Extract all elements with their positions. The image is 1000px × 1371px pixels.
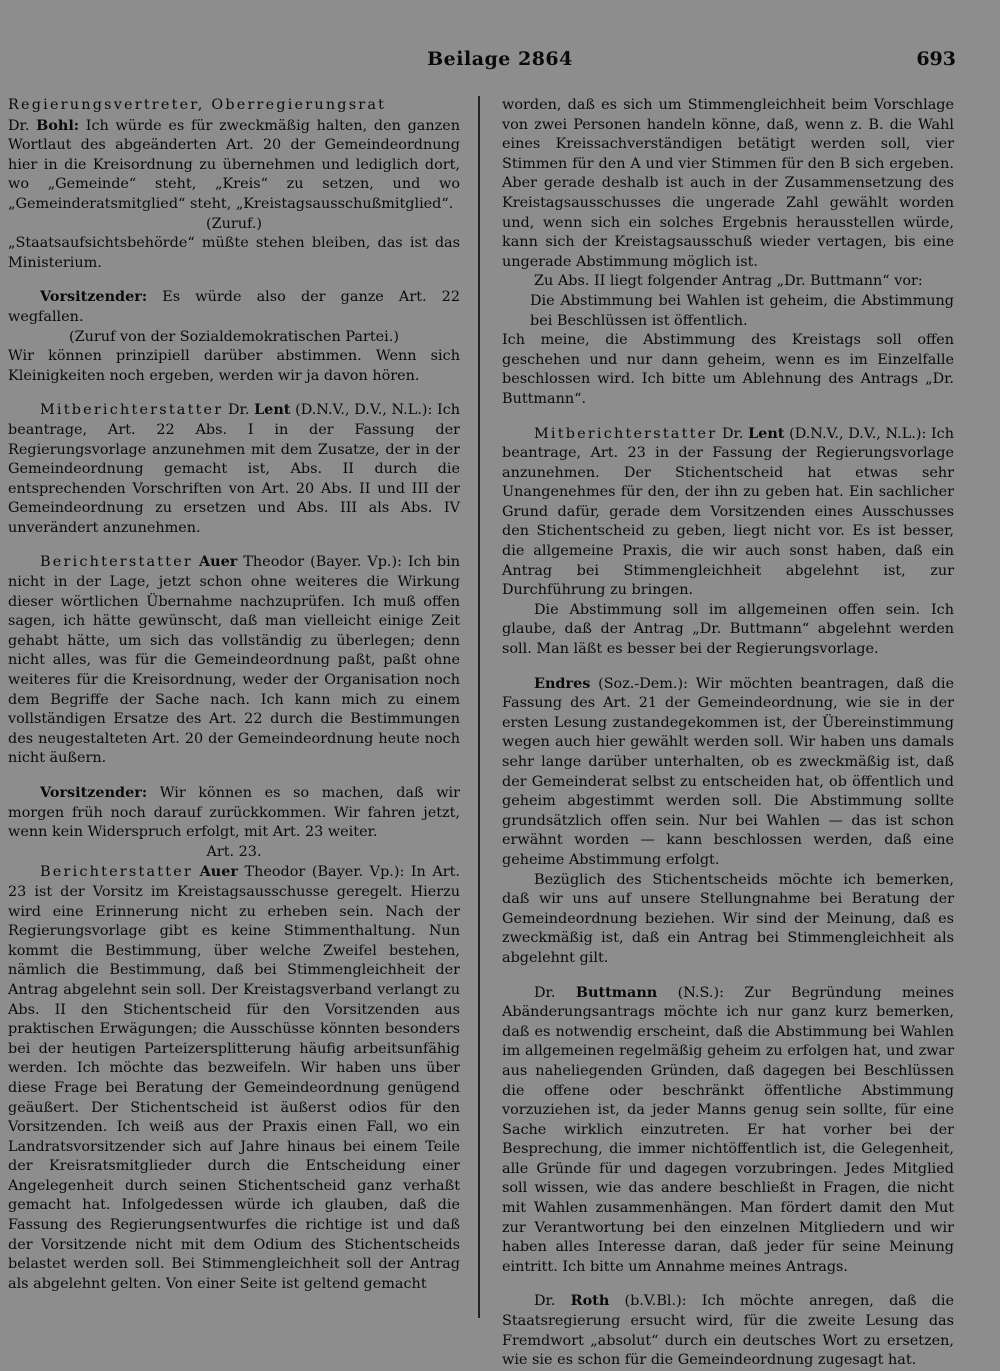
speech-continuation: „Staatsaufsichtsbehörde“ müßte stehen bleiben, das ist das Ministerium. — [8, 235, 460, 271]
speaker-role: Berichterstatter — [40, 864, 193, 881]
motion-text: Die Abstimmung bei Wahlen ist geheim, die Abstimmung bei Beschlüssen ist öffentlich. — [530, 292, 954, 329]
speech-text: (b.V.Bl.): Ich möchte anregen, daß die Staatsregierung ersucht wird, für die zweite Lesung das Fremdwort „absolut“ durch ein deutsches Wort zu ersetzen, wie sie es schon für die Gemeindeordnung zugesagt hat. — [502, 1293, 955, 1369]
speech-continuation: Bezüglich des Stichentscheids möchte ich bemerken, daß wir uns auf unsere Stellungnahme bei Beratung der Gemeindeordnung beziehen. Wir sind der Meinung, daß es zweckmäßig ist, daß ein Antrag bei Stimmengleichheit als abgelehnt gilt. — [502, 871, 954, 966]
speech-endres — [502, 674, 954, 871]
speech-continuation: Ich meine, die Abstimmung des Kreistags soll offen geschehen und nur dann geheim, wenn es im Einzelfalle beschlossen wird. Ich bitte um Ablehnung des Antrags „Dr. Buttmann“. — [502, 332, 954, 407]
speech-text: (Soz.-Dem.): Wir möchten beantragen, daß die Fassung des Art. 21 der Gemeindeordnung, wie sie in der ersten Lesung zustandegekommen ist, der Übereinstimmung wegen auch hier gewählt werden soll. Wir haben uns damals sehr lange darüber unterhalten, ob es zweckmäßig ist, daß der Gemeinderat selbst zu entscheiden hat, ob öffentlich und geheim abgestimmt werden soll. Die Abstimmung sollte grundsätzlich offen sein. Nur bei Wahlen — das ist schon erwähnt worden — kann beschlossen werden, daß eine geheime Abstimmung erfolgt. — [502, 675, 954, 868]
speaker-prefix: Dr. — [717, 425, 749, 442]
speaker-name-endres: Endres — [534, 674, 591, 692]
speech-continuation: Wir können prinzipiell darüber abstimmen. Wenn sich Kleinigkeiten noch ergeben, werden wir ja davon hören. — [8, 348, 460, 384]
speaker-role: Regierungsvertreter, Oberregierungsrat — [8, 97, 387, 113]
speech-roth — [502, 1291, 954, 1370]
right-column — [502, 96, 954, 1371]
left-column — [8, 96, 460, 1294]
page-number: 693 — [916, 48, 956, 70]
speaker-name-roth: Roth — [570, 1292, 610, 1310]
motion-intro: Zu Abs. II liegt folgender Antrag „Dr. Buttmann“ vor: — [534, 273, 923, 290]
speaker-name-lent: Lent — [254, 401, 291, 419]
speaker-role: Mitberichterstatter — [40, 402, 224, 419]
speaker-prefix: Dr. — [534, 984, 576, 1001]
speech-text: Ich würde es für zweckmäßig halten, den ganzen Wortlaut des abgeänderten Art. 20 der Gemeindeordnung hier in die Kreisordnung zu übernehmen und lediglich dort, wo „Gemeinde“ steht, „Kreis“ zu setzen, und wo „Gemeinderatsmitglied“ steht, „Kreistagsausschußmitglied“. — [8, 117, 460, 212]
column-divider — [478, 96, 480, 1318]
speech-chair-2 — [8, 783, 460, 843]
speech-text: Theodor (Bayer. Vp.): Ich bin nicht in der Lage, jetzt schon ohne weiteres die Wirkung dieser wörtlichen Übernahme nachzuprüfen. Ich muß offen sagen, ich hätte gewünscht, daß man vielleicht einige Zeit gehabt hätte, um sich das vollständig zu überlegen; denn nicht alles, was für die Gemeindeordnung paßt, paßt ohne weiteres für die Kreisordnung, weder der Organisation noch dem Begriffe der Sache nach. Ich kann mich zu einem vollständigen Ersatze des Art. 22 durch die Bestimmungen des neugestalteten Art. 20 der Gemeindeordnung heute noch nicht äußern. — [8, 554, 460, 767]
speech-text: (D.N.V., D.V., N.L.): Ich beantrage, Art. 23 in der Fassung der Regierungsvorlage anzunehmen. Der Stichentscheid hat etwas sehr Unangenehmes für den, der ihn zu geben hat. Ein sachlicher Grund dafür, gerade dem Vorsitzenden eines Ausschusses den Stichentscheid zu geben, liegt nicht vor. Es ist besser, die allgemeine Praxis, die wir auch sonst haben, daß ein Antrag bei Stimmengleichheit abgelehnt ist, zur Durchführung zu bringen. — [502, 425, 954, 599]
speaker-name-bohl: Bohl: — [36, 116, 80, 134]
speaker-name-lent: Lent — [748, 424, 785, 442]
speaker-prefix: Dr. — [534, 1293, 571, 1310]
speaker-role: Mitberichterstatter — [534, 425, 718, 442]
speaker-prefix: Dr. — [223, 402, 255, 419]
interjection: (Zuruf.) — [205, 215, 263, 232]
speech-continuation: Die Abstimmung soll im allgemeinen offen sein. Ich glaube, daß der Antrag „Dr. Buttmann“ abgelehnt werden soll. Man läßt es besser bei der Regierungsvorlage. — [502, 601, 954, 658]
speech-bohl — [8, 96, 460, 215]
speech-text: Theodor (Bayer. Vp.): In Art. 23 ist der Vorsitz im Kreistagsausschusse geregelt. Hierzu wird eine Erinnerung nicht zu erheben sein. Nach der Regierungsvorlage gibt es keine Stimmenthaltung. Nun kommt die Bestimmung, über welche Zweifel bestehen, nämlich die Bestimmung, daß bei Stimmengleichheit der Antrag abgelehnt sein soll. Der Kreistagsverband verlangt zu Abs. II den Stichentscheid für den Vorsitzenden aus praktischen Erwägungen; die Ausschüsse könnten besonders bei der heutigen Parteizersplitterung häufig arbeitsunfähig werden. Ich möchte das bezweifeln. Wir haben uns über diese Frage bei Beratung der Gemeindeordnung genügend geäußert. Der Stichentscheid ist äußerst odios für den Vorsitzenden. Ich weiß aus der Praxis einen Fall, wo ein Landratsvorsitzender sich auf Jahre hinaus bei einem Teile der Kreisratsmitglieder durch die Entscheidung einer Angelegenheit durch seinen Stichentscheid ganz verhaßt gemacht hat. Infolgedessen würde ich glauben, daß die Fassung des Regierungsentwurfes die richtige ist und daß der Vorsitzende nicht mit dem Odium des Stichentscheids belastet werden soll. Bei Stimmengleichheit soll der Antrag als abgelehnt gelten. Von einer Seite ist geltend gemacht — [8, 864, 461, 1292]
speech-auer-2 — [8, 862, 460, 1294]
speech-buttmann — [502, 983, 954, 1278]
speech-text: (D.N.V., D.V., N.L.): Ich beantrage, Art. 22 Abs. I in der Fassung der Regierungsvorlage anzunehmen mit dem Zusatze, der in der Gemeindeordnung gemacht ist, Abs. II durch die entsprechenden Vorschriften von Art. 20 Abs. II und III der Gemeindeordnung zu ersetzen und Abs. III als Abs. IV unverändert anzunehmen. — [8, 402, 460, 536]
speaker-name-chair: Vorsitzender: — [40, 288, 148, 306]
speech-auer-1 — [8, 552, 460, 769]
supplement-title: Beilage 2864 — [427, 48, 573, 70]
interjection: (Zuruf von der Sozialdemokratischen Partei.) — [69, 328, 399, 345]
speaker-name-buttmann: Buttmann — [575, 983, 658, 1001]
speech-text: (N.S.): Zur Begründung meines Abänderungsantrags möchte ich nur ganz kurz bemerken, daß es notwendig erscheint, daß die Abstimmung bei Wahlen im allgemeinen regelmäßig geheim zu erfolgen hat, und zwar aus naheliegenden Gründen, daß dagegen bei Beschlüssen die offene oder beschränkt öffentliche Abstimmung vorzuziehen ist, da jeder Manns genug sein sollte, für eine Sache wirklich einzutreten. Er hat vorher bei der Besprechung, die immer nichtöffentlich ist, die Gelegenheit, alle Gründe für und dagegen vorzubringen. Jedes Mitglied soll wissen, wie das andere beschließt in Fragen, die nicht mit Wahlen zusammenhängen. Man fördert damit den Mut zur Verantwortung bei den einzelnen Mitgliedern und wir haben alles Interesse daran, daß jeder für seine Meinung eintritt. Ich bitte um Annahme meines Antrags. — [502, 984, 954, 1275]
speech-lent-2 — [502, 424, 954, 601]
speech-lent-1 — [8, 400, 460, 538]
speech-text: Wir können es so machen, daß wir morgen früh noch darauf zurückkommen. Wir fahren jetzt, wenn kein Widerspruch erfolgt, mit Art. 23 weiter. — [8, 785, 460, 841]
speaker-name-auer: Auer — [199, 863, 238, 881]
speaker-name-chair: Vorsitzender: — [40, 784, 148, 801]
speaker-role: Berichterstatter — [40, 554, 193, 571]
speech-auer-continuation: worden, daß es sich um Stimmengleichheit beim Vorschlage von zwei Personen handeln könne, daß, wenn z. B. die Wahl eines Kreissachverständigen betätigt werden soll, vier Stimmen für den A und vier Stimmen für den B sich ergeben. Aber gerade deshalb ist auch in der Zusammensetzung des Kreistagsausschusses die ungerade Zahl gewählt worden und, wenn sich ein solches Ergebnis herausstellen würde, kann sich der Kreistagsausschuß wieder vertagen, bis eine ungerade Abstimmung möglich ist. — [502, 97, 954, 270]
article-heading: Art. 23. — [206, 843, 262, 860]
speech-text: Es würde also der ganze Art. 22 wegfallen. — [8, 289, 460, 325]
speaker-prefix: Dr. — [8, 117, 37, 134]
speaker-name-auer: Auer — [198, 553, 238, 571]
speech-chair-1 — [8, 287, 460, 327]
